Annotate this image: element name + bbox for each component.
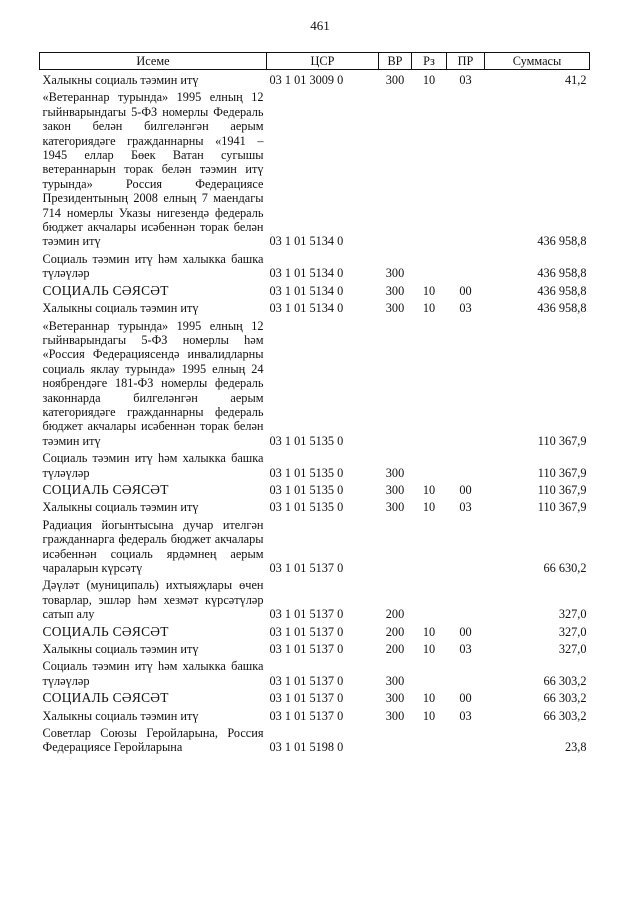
cell-sum: 436 958,8: [537, 266, 587, 281]
cell-csr: 03 1 01 5198 0: [269, 740, 344, 755]
cell-pr: 00: [459, 482, 472, 497]
table-row: [40, 448, 590, 480]
cell-name: Социаль тәэмин итү һәм халыкка башка түләүләр: [42, 659, 264, 688]
cell-pr: 00: [459, 624, 472, 639]
cell-sum: 436 958,8: [537, 234, 587, 249]
cell-rz: [412, 656, 447, 688]
table-row: [40, 249, 590, 281]
cell-sum: 436 958,8: [537, 283, 587, 298]
cell-csr: 03 1 01 5135 0: [269, 433, 344, 448]
table-row: [40, 515, 590, 576]
column-header-pr: ПР: [447, 53, 485, 70]
cell-vr: 300: [385, 691, 405, 706]
table-row: [40, 70, 590, 88]
table-row: [40, 87, 590, 248]
cell-rz: 10: [422, 708, 436, 723]
cell-rz: [412, 575, 447, 621]
cell-rz: [412, 316, 447, 449]
cell-name: СОЦИАЛЬ СӘЯСӘТ: [42, 282, 169, 298]
cell-name: Халыкны социаль тәэмин итү: [42, 73, 199, 87]
cell-pr: 03: [459, 301, 472, 316]
cell-csr: 03 1 01 5134 0: [269, 301, 344, 316]
cell-csr: 03 1 01 5134 0: [269, 283, 344, 298]
cell-name: «Ветераннар турында» 1995 елның 12 гыйнварындагы 5-ФЗ номерлы һәм «Россия Федерациясендә инвалидларны социаль яклау турында» 1995 елның 24 ноябрендәге 181-ФЗ номерлы федераль законнарда билгеләнгән аерым категориядәге гражданнарны федераль бюджет акчалары исәбеннән торак белән тәэмин итү: [42, 318, 264, 448]
cell-sum: 23,8: [564, 740, 587, 755]
cell-vr: 200: [385, 607, 405, 622]
cell-name: Халыкны социаль тәэмин итү: [42, 642, 199, 657]
cell-rz: 10: [422, 73, 436, 87]
cell-pr: 03: [459, 708, 472, 723]
cell-sum: 66 303,2: [543, 708, 587, 723]
cell-sum: 327,0: [558, 642, 587, 657]
cell-name: Дәүләт (муниципаль) ихтыяҗлары өчен товарлар, эшләр һәм хезмәт күрсәтүләр сатып алу: [42, 578, 264, 622]
cell-rz: 10: [422, 301, 436, 316]
cell-sum: 66 630,2: [543, 561, 587, 575]
table-row: [40, 298, 590, 315]
cell-pr: [447, 448, 485, 480]
cell-sum: 327,0: [558, 607, 587, 622]
cell-name: СОЦИАЛЬ СӘЯСӘТ: [42, 481, 169, 497]
cell-pr: [447, 515, 485, 576]
cell-pr: [447, 316, 485, 449]
table-row: [40, 316, 590, 449]
cell-rz: 10: [422, 624, 436, 639]
column-header-name: Исеме: [40, 53, 267, 70]
cell-csr: 03 1 01 5137 0: [269, 624, 344, 639]
cell-name: СОЦИАЛЬ СӘЯСӘТ: [42, 623, 169, 639]
table-body: [40, 70, 590, 755]
cell-vr: 300: [385, 73, 405, 87]
cell-pr: 03: [459, 73, 472, 87]
cell-name: Халыкны социаль тәэмин итү: [42, 301, 199, 316]
column-header-sum: Суммасы: [485, 53, 590, 70]
table-row: [40, 688, 590, 705]
cell-sum: 110 367,9: [537, 465, 587, 480]
cell-sum: 110 367,9: [537, 482, 587, 497]
cell-rz: 10: [422, 500, 436, 515]
column-header-csr: ЦСР: [267, 53, 379, 70]
cell-vr: 300: [385, 301, 405, 316]
cell-vr: 300: [385, 266, 405, 281]
cell-rz: [412, 249, 447, 281]
table-header: [40, 53, 590, 70]
cell-vr: 300: [385, 482, 405, 497]
cell-rz: [412, 87, 447, 248]
cell-sum: 66 303,2: [543, 673, 587, 688]
table-row: [40, 639, 590, 656]
cell-vr: [379, 515, 412, 576]
cell-name: Советлар Союзы Геройларына, Россия Федерациясе Геройларына: [42, 726, 264, 755]
cell-pr: 00: [459, 691, 472, 706]
cell-vr: 300: [385, 500, 405, 515]
cell-pr: [447, 249, 485, 281]
cell-pr: [447, 575, 485, 621]
cell-pr: [447, 656, 485, 688]
cell-vr: [379, 316, 412, 449]
cell-vr: 200: [385, 642, 405, 657]
cell-vr: [379, 87, 412, 248]
table-row: [40, 706, 590, 723]
cell-vr: 200: [385, 624, 405, 639]
table-row: [40, 575, 590, 621]
cell-pr: [447, 723, 485, 755]
cell-csr: 03 1 01 5137 0: [269, 673, 344, 688]
cell-csr: 03 1 01 5135 0: [269, 500, 344, 515]
cell-rz: 10: [422, 283, 436, 298]
column-header-vr: ВР: [379, 53, 412, 70]
cell-name: Социаль тәэмин итү һәм халыкка башка түләүләр: [42, 451, 264, 480]
cell-vr: 300: [385, 708, 405, 723]
cell-csr: 03 1 01 5134 0: [269, 266, 344, 281]
cell-vr: [379, 723, 412, 755]
table-row: [40, 723, 590, 755]
cell-csr: 03 1 01 5137 0: [269, 607, 344, 622]
page-number: 461: [310, 18, 330, 33]
cell-rz: 10: [422, 642, 436, 657]
cell-vr: 300: [385, 465, 405, 480]
cell-csr: 03 1 01 5135 0: [269, 465, 344, 480]
cell-rz: [412, 515, 447, 576]
table-row: [40, 480, 590, 497]
cell-sum: 66 303,2: [543, 691, 587, 706]
cell-csr: 03 1 01 3009 0: [269, 73, 344, 87]
cell-name: Радиация йогынтысына дучар ителгән гражданнарга федераль бюджет акчалары исәбеннән социаль ярдәмнең аерым чараларын күрсәтү: [42, 517, 264, 575]
table-row: [40, 656, 590, 688]
cell-rz: [412, 448, 447, 480]
cell-rz: [412, 723, 447, 755]
cell-rz: 10: [422, 691, 436, 706]
cell-sum: 110 367,9: [537, 500, 587, 515]
cell-sum: 110 367,9: [537, 433, 587, 448]
cell-sum: 41,2: [564, 73, 587, 87]
cell-name: Социаль тәэмин итү һәм халыкка башка түләүләр: [42, 251, 264, 281]
cell-rz: 10: [422, 482, 436, 497]
column-header-rz: Рз: [412, 53, 447, 70]
budget-table: [39, 52, 590, 755]
cell-csr: 03 1 01 5137 0: [269, 642, 344, 657]
cell-name: Халыкны социаль тәэмин итү: [42, 500, 199, 515]
cell-csr: 03 1 01 5137 0: [269, 561, 344, 575]
table-row: [40, 622, 590, 639]
cell-pr: 03: [459, 500, 472, 515]
table-row: [40, 281, 590, 298]
cell-name: СОЦИАЛЬ СӘЯСӘТ: [42, 690, 169, 706]
cell-csr: 03 1 01 5137 0: [269, 708, 344, 723]
cell-pr: 00: [459, 283, 472, 298]
cell-sum: 436 958,8: [537, 301, 587, 316]
cell-vr: 300: [385, 673, 405, 688]
cell-csr: 03 1 01 5135 0: [269, 482, 344, 497]
table-row: [40, 497, 590, 514]
cell-pr: 03: [459, 642, 472, 657]
cell-sum: 327,0: [558, 624, 587, 639]
cell-name: «Ветераннар турында» 1995 елның 12 гыйнварындагы 5-ФЗ номерлы Федераль закон белән билгеләнгән аерым категориядәге гражданнарны «1941 – 1945 еллар Бөек Ватан сугышы ветераннарын торак белән тәэмин итү турында» Россия Федерациясе Президентының 2008 елның 7 маендагы 714 номерлы Указы нигезендә федераль бюджет акчалары исәбеннән торак белән тәэмин итү: [42, 90, 264, 249]
cell-csr: 03 1 01 5137 0: [269, 691, 344, 706]
cell-csr: 03 1 01 5134 0: [269, 234, 344, 249]
cell-name: Халыкны социаль тәэмин итү: [42, 708, 199, 723]
cell-pr: [447, 87, 485, 248]
cell-vr: 300: [385, 283, 405, 298]
